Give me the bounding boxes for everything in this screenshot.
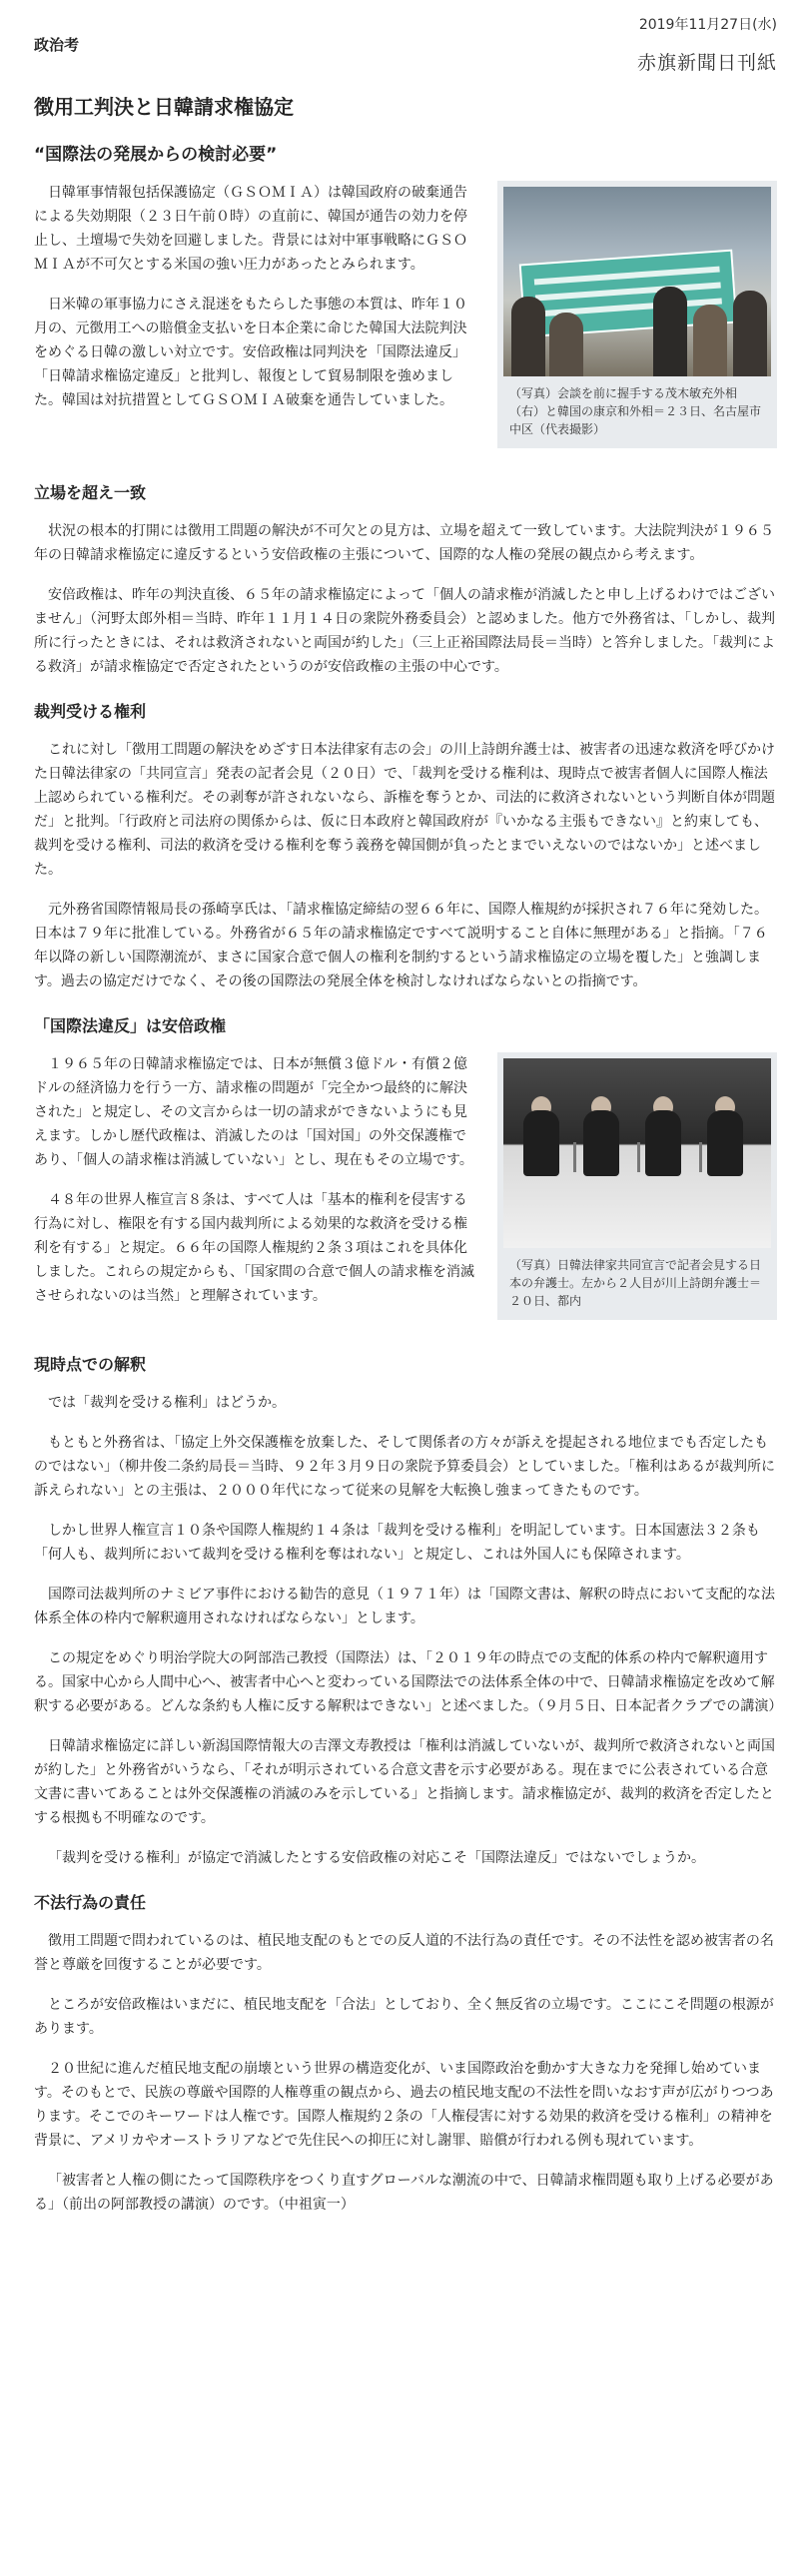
section-paragraph: 状況の根本的打開には徴用工問題の解決が不可欠との見方は、立場を超えて一致しています。大法院判決が１９６５年の日韓請求権協定に違反するという安倍政権の主張について、国際的な人権の発展の観点から考えます。 bbox=[34, 523, 774, 563]
section-paragraph: 日韓請求権協定に詳しい新潟国際情報大の吉澤文寿教授は「権利は消滅していないが、裁判所で救済されないと両国が約した」と外務省がいうなら、「それが明示されている合意文書を示す必要がある。現在までに公表されている合意文書に書いてあることは外交保護権の消滅のみを示している」と指摘します。請求権協定が、裁判的救済を否定したとする根拠も不明確なのです。 bbox=[34, 1738, 775, 1826]
section-1 bbox=[34, 480, 777, 679]
section-paragraph: ４８年の世界人権宣言８条は、すべて人は「基本的権利を侵害する行為に対し、権限を有する国内裁判所による効果的な救済を受ける権利を有する」と規定。６６年の国際人権規約２条３項はこれを具体化しました。これらの規定からも、「国家間の合意で個人の請求権を消滅させられないのは当然」と理解されています。 bbox=[34, 1192, 474, 1304]
section-2 bbox=[34, 699, 777, 993]
section-paragraph: 「被害者と人権の側にたって国際秩序をつくり直すグローバルな潮流の中で、日韓請求権問題も取り上げる必要がある」（前出の阿部教授の講演）のです。（中祖寅一） bbox=[34, 2173, 774, 2213]
section-3 bbox=[34, 1013, 777, 1332]
photo-protest bbox=[503, 187, 771, 376]
section-paragraph: 元外務省国際情報局長の孫崎享氏は、「請求権協定締結の翌６６年に、国際人権規約が採択され７６年に発効した。日本は７９年に批准している。外務省が６５年の請求権協定ですべて説明すること自体に無理がある」と指摘。「７６年以降の新しい国際潮流が、まさに国家合意で個人の権利を制約するという請求権協定の立場を覆した」と強調します。過去の協定だけでなく、その後の国際法の発展全体を検討しなければならないとの指摘です。 bbox=[34, 902, 768, 989]
date-label: 2019年11月27日(水) bbox=[638, 17, 777, 33]
section-heading: 不法行為の責任 bbox=[34, 1893, 147, 1912]
section-paragraph: 徴用工問題で問われているのは、植民地支配のもとでの反人道的不法行為の責任です。その不法性を認め被害者の名誉と尊厳を回復することが必要です。 bbox=[34, 1933, 774, 1973]
photo-figure-1 bbox=[497, 181, 777, 448]
section-heading: 立場を超え一致 bbox=[34, 483, 147, 502]
section-paragraph: もともと外務省は、「協定上外交保護権を放棄した、そして関係者の方々が訴えを提起される地位までも否定したものではない」（柳井俊二条約局長＝当時、９２年３月９日の衆院予算委員会）としていました。「権利はあるが裁判所に訴えられない」との主張は、２０００年代になって従来の見解を大転換し強まってきたものです。 bbox=[34, 1435, 775, 1499]
section-heading: 現時点での解釈 bbox=[34, 1355, 147, 1374]
article-subtitle: “国際法の発展からの検討必要” bbox=[34, 145, 278, 165]
section-paragraph: しかし世界人権宣言１０条や国際人権規約１４条は「裁判を受ける権利」を明記しています。日本国憲法３２条も「何人も、裁判所において裁判を受ける権利を奪はれない」と規定し、これは外国人にも保障されます。 bbox=[34, 1523, 760, 1563]
section-heading: 裁判受ける権利 bbox=[34, 702, 147, 721]
section-paragraph: 国際司法裁判所のナミビア事件における勧告的意見（１９７１年）は「国際文書は、解釈の時点において支配的な法体系全体の枠内で解釈適用されなければならない」とします。 bbox=[34, 1587, 775, 1626]
section-5 bbox=[34, 1890, 777, 2217]
section-paragraph: ところが安倍政権はいまだに、植民地支配を「合法」としており、全く無反省の立場です。ここにこそ問題の根源があります。 bbox=[34, 1997, 774, 2037]
photo-caption-2: （写真）日韓法律家共同宣言で記者会見する日本の弁護士。左から２人目が川上詩朗弁護士＝２０日、都内 bbox=[509, 1258, 762, 1308]
intro-paragraph: 日米韓の軍事協力にさえ混迷をもたらした事態の本質は、昨年１０月の、元徴用工への賠償金支払いを日本企業に命じた韓国大法院判決をめぐる日韓の激しい対立です。安倍政権は同判決を「国際法違反」「日韓請求権協定違反」と批判し、報復として貿易制限を強めました。韓国は対抗措置としてＧＳＯＭＩＡ破棄を通告していました。 bbox=[34, 297, 467, 408]
section-paragraph: 安倍政権は、昨年の判決直後、６５年の請求権協定によって「個人の請求権が消滅したと申し上げるわけではございません」（河野太郎外相＝当時、昨年１１月１４日の衆院外務委員会）と認めました。他方で外務省は、「しかし、裁判所に行ったときには、それは救済されないと両国が約した」（三上正裕国際法局長＝当時）と答弁しました。「裁判による救済」が請求権協定で否定されたというのが安倍政権の主張の中心です。 bbox=[34, 587, 775, 675]
photo-figure-2 bbox=[497, 1052, 777, 1320]
article-category: 政治考 bbox=[34, 36, 80, 54]
photo-press-conference bbox=[503, 1058, 771, 1248]
newspaper-name: 赤旗新聞日刊紙 bbox=[636, 52, 777, 74]
section-4 bbox=[34, 1352, 783, 1870]
article-title: 徴用工判決と日韓請求権協定 bbox=[34, 95, 294, 119]
section-paragraph: 「裁判を受ける権利」が協定で消滅したとする安倍政権の対応こそ「国際法違反」ではないでしょうか。 bbox=[48, 1850, 705, 1866]
section-paragraph: ２０世紀に進んだ植民地支配の崩壊という世界の構造変化が、いま国際政治を動かす大きな力を発揮し始めています。そのもとで、民族の尊厳や国際的人権尊重の観点から、過去の植民地支配の不法性を問いなおす声が広がりつつあります。そこでのキーワードは人権です。国際人権規約２条の「人権侵害に対する効果的救済を受ける権利」の精神を背景に、アメリカやオーストラリアなどで先住民への抑圧に対し謝罪、賠償が行われる例も現れています。 bbox=[34, 2061, 774, 2149]
section-paragraph: この規定をめぐり明治学院大の阿部浩己教授（国際法）は、「２０１９年の時点での支配的体系の枠内で解釈適用する。国家中心から人間中心へ、被害者中心へと変わっている国際法での法体系全体の中で、日韓請求権協定を改めて解釈する必要がある。どんな条約も人権に反する解釈はできない」と述べました。（９月５日、日本記者クラブでの講演） bbox=[34, 1650, 783, 1714]
photo-caption-1: （写真）会談を前に握手する茂木敏充外相（右）と韓国の康京和外相＝２３日、名古屋市中区（代表撮影） bbox=[509, 386, 762, 436]
article bbox=[34, 12, 783, 2233]
intro-paragraph: 日韓軍事情報包括保護協定（ＧＳＯＭＩＡ）は韓国政府の破棄通告による失効期限（２３日午前０時）の直前に、韓国が通告の効力を停止し、土壇場で失効を回避しました。背景には対中軍事戦略にＧＳＯＭＩＡが不可欠とする米国の強い圧力があったとみられます。 bbox=[34, 185, 467, 273]
section-paragraph: では「裁判を受ける権利」はどうか。 bbox=[48, 1395, 286, 1411]
section-paragraph: １９６５年の日韓請求権協定では、日本が無償３億ドル・有償２億ドルの経済協力を行う一方、請求権の問題が「完全かつ最終的に解決された」と規定し、その文言からは一切の請求ができないようにも見えます。しかし歴代政権は、消滅したのは「国対国」の外交保護権であり、「個人の請求権は消滅していない」とし、現在もその立場です。 bbox=[34, 1056, 473, 1168]
section-heading: 「国際法違反」は安倍政権 bbox=[34, 1016, 227, 1035]
section-paragraph: これに対し「徴用工問題の解決をめざす日本法律家有志の会」の川上詩朗弁護士は、被害者の迅速な救済を呼びかけた日韓法律家の「共同宣言」発表の記者会見（２０日）で、「裁判を受ける権利は、現時点で被害者個人に国際人権法上認められている権利だ。その剥奪が許されないなら、訴権を奪うとか、司法的に救済されないという判断自体が問題だ」と批判。「行政府と司法府の関係からは、仮に日本政府と韓国政府が『いかなる主張もできない』と約束しても、裁判を受ける権利、司法的救済を受ける権利を奪う義務を韓国側が負ったとまでいえないのではないか」と述べました。 bbox=[34, 742, 775, 878]
